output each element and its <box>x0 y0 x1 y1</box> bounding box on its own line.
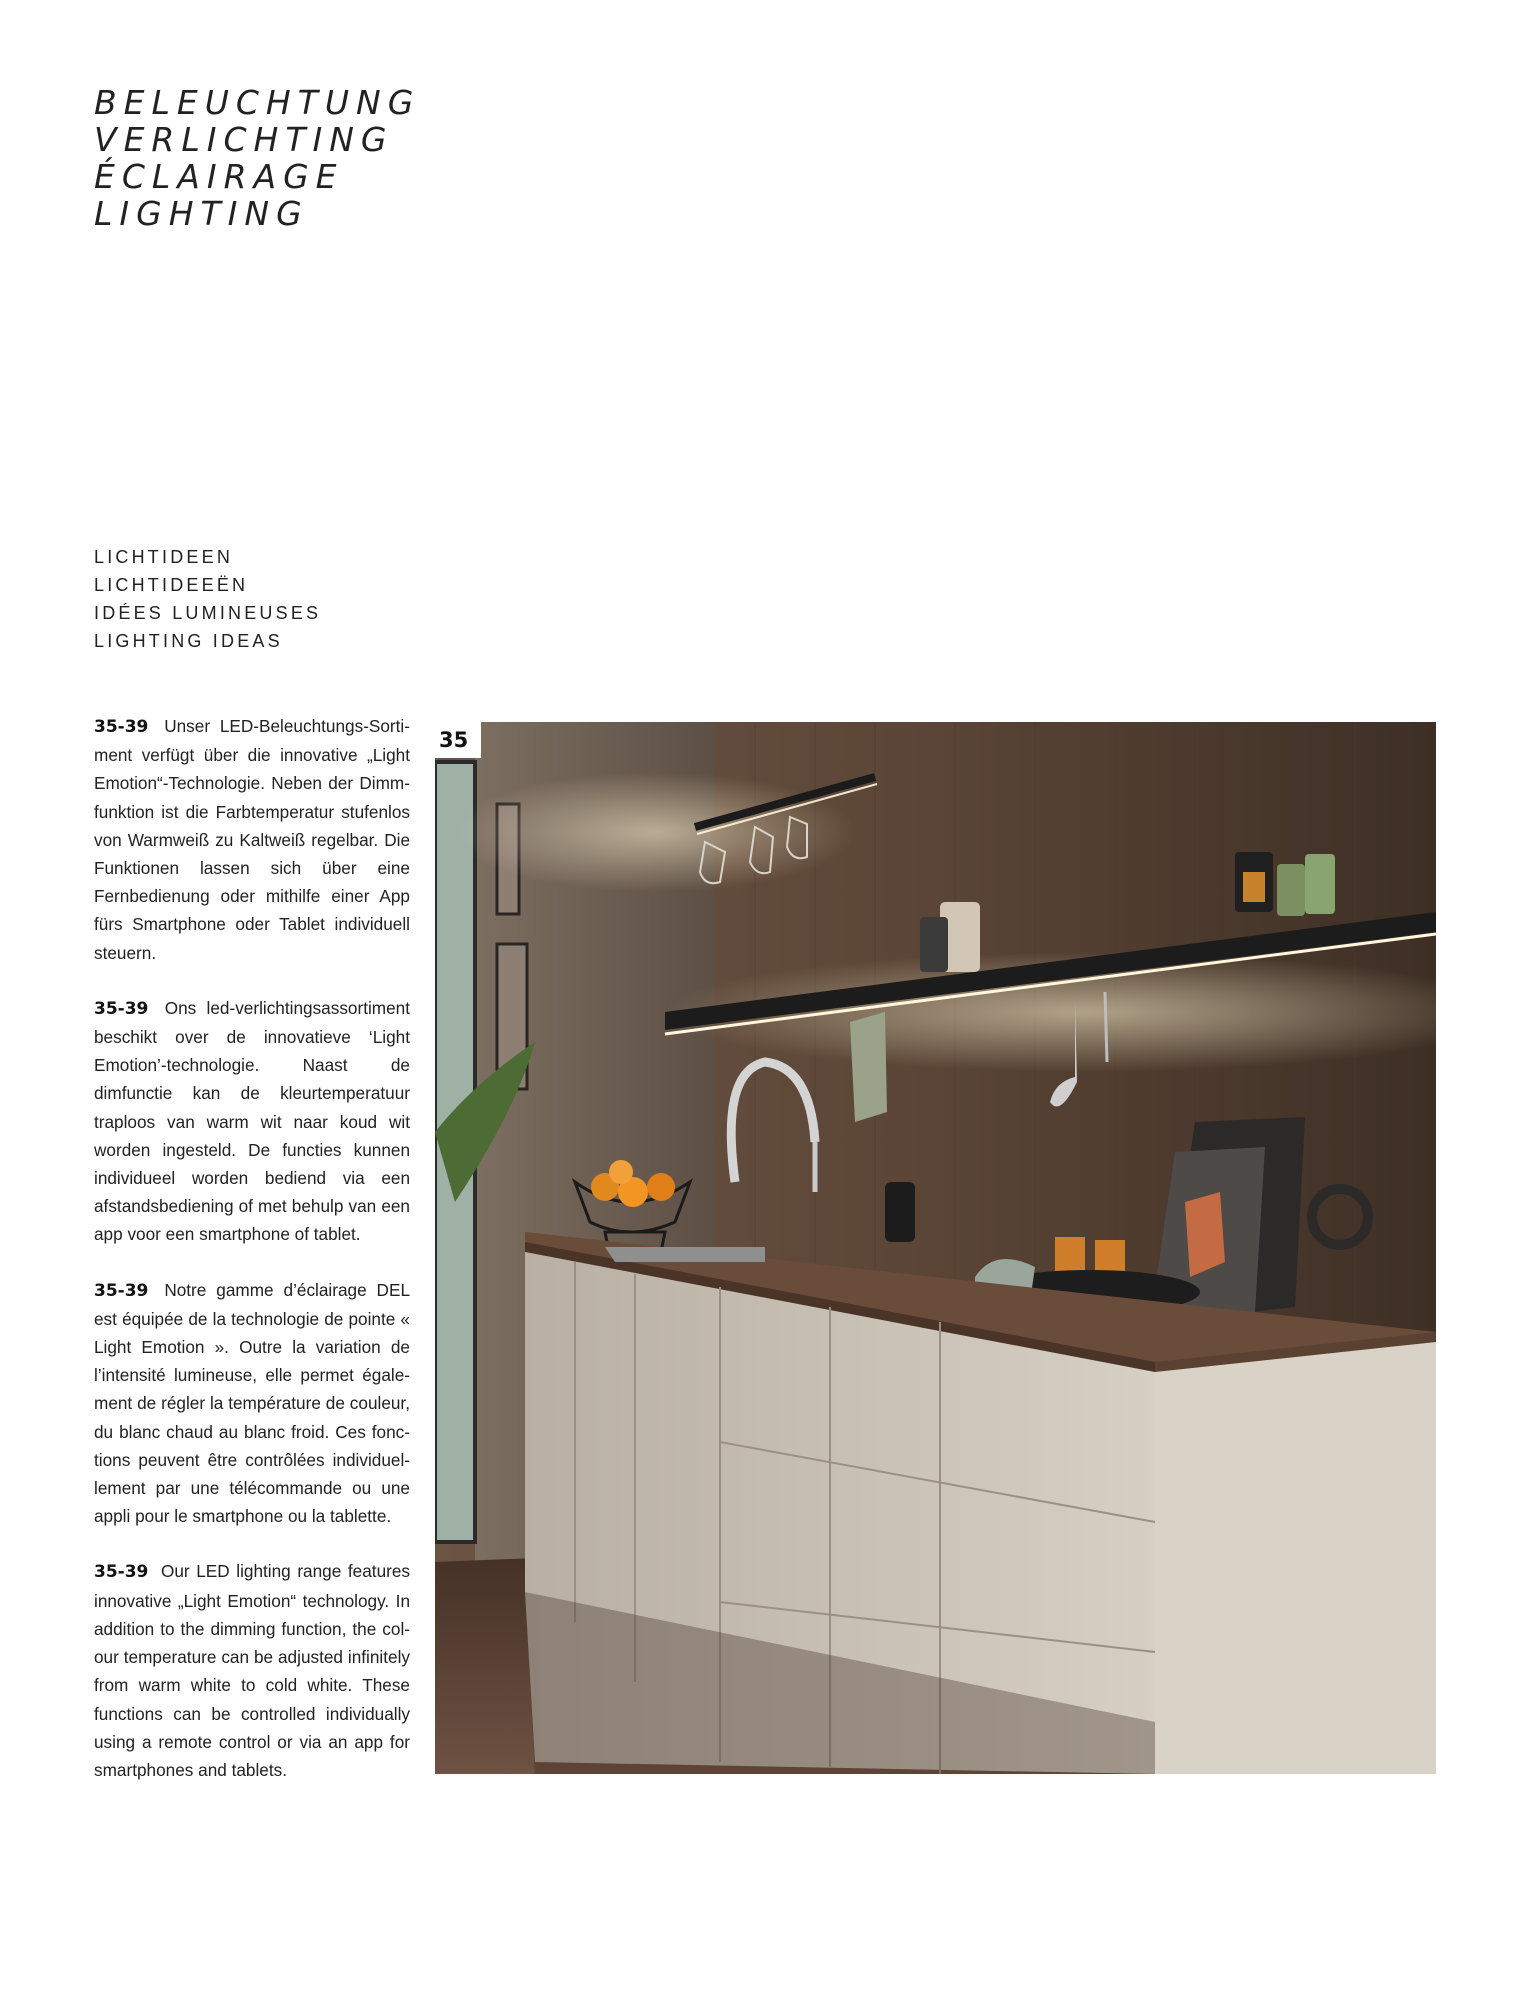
title-line-fr: ÉCLAIRAGE <box>94 157 344 196</box>
title-line-de: BELEUCHTUNG <box>94 83 421 122</box>
section-subtitle <box>94 543 321 655</box>
figure-reference: 35-39 <box>94 998 149 1019</box>
subtitle-line-en: LIGHTING IDEAS <box>94 631 283 651</box>
subtitle-line-fr: IDÉES LUMINEUSES <box>94 603 322 623</box>
figure-reference: 35-39 <box>94 1562 149 1583</box>
paragraph-text: Notre gamme d’éclairage DEL est équipée de la technologie de pointe « Light Emotion ». Outre la variation de l’intensité lumineuse, elle permet également de régler la température de couleur, du blanc chaud au blanc froid. Ces fonctions peuvent être contrôlées individuellement par une télécommande ou une appli pour le smartphone ou la tablette. <box>94 1279 410 1527</box>
page-title <box>94 84 420 232</box>
paragraph-text: Ons led-verlichtingsassortiment beschikt over de innovatieve ‘Light Emotion’-technologie. Naast de dimfunctie kan de kleurtemperatuur traploos van warm wit naar koud wit worden ingesteld. De functies kunnen individueel worden bediend via een afstandsbediening of met behulp van een app voor een smartphone of tablet. <box>94 997 411 1245</box>
paragraph-en <box>94 1557 410 1784</box>
figure-number: 35 <box>435 722 481 758</box>
title-line-en: LIGHTING <box>94 194 309 233</box>
figure-reference: 35-39 <box>94 1280 149 1301</box>
paragraph-text: Our LED lighting range features innovative „Light Emotion“ technology. In addition to the dimming function, the colour temperature can be adjusted infinitely from warm white to cold white. These functions can be controlled individually using a remote control or via an app for smartphones and tablets. <box>94 1561 411 1780</box>
figure-reference: 35-39 <box>94 717 149 737</box>
kitchen-photo <box>435 722 1436 1774</box>
subtitle-line-nl: LICHTIDEEËN <box>94 575 249 595</box>
paragraph-text: Unser LED-Beleuchtungs-Sortiment verfügt über die innovative „Light Emotion“-Technologie. Neben der Dimmfunktion ist die Farbtemperatur stufenlos von Warmweiß zu Kaltweiß regelbar. Die Funktionen lassen sich über eine Fernbedienung oder mithilfe einer App fürs Smartphone oder Tablet individuell steuern. <box>94 716 410 963</box>
body-text-column <box>94 712 410 1811</box>
subtitle-line-de: LICHTIDEEN <box>94 547 234 567</box>
title-line-nl: VERLICHTING <box>94 120 394 159</box>
paragraph-fr <box>94 1276 410 1531</box>
paragraph-nl <box>94 994 410 1249</box>
kitchen-illustration <box>435 722 1436 1774</box>
paragraph-de <box>94 712 410 967</box>
